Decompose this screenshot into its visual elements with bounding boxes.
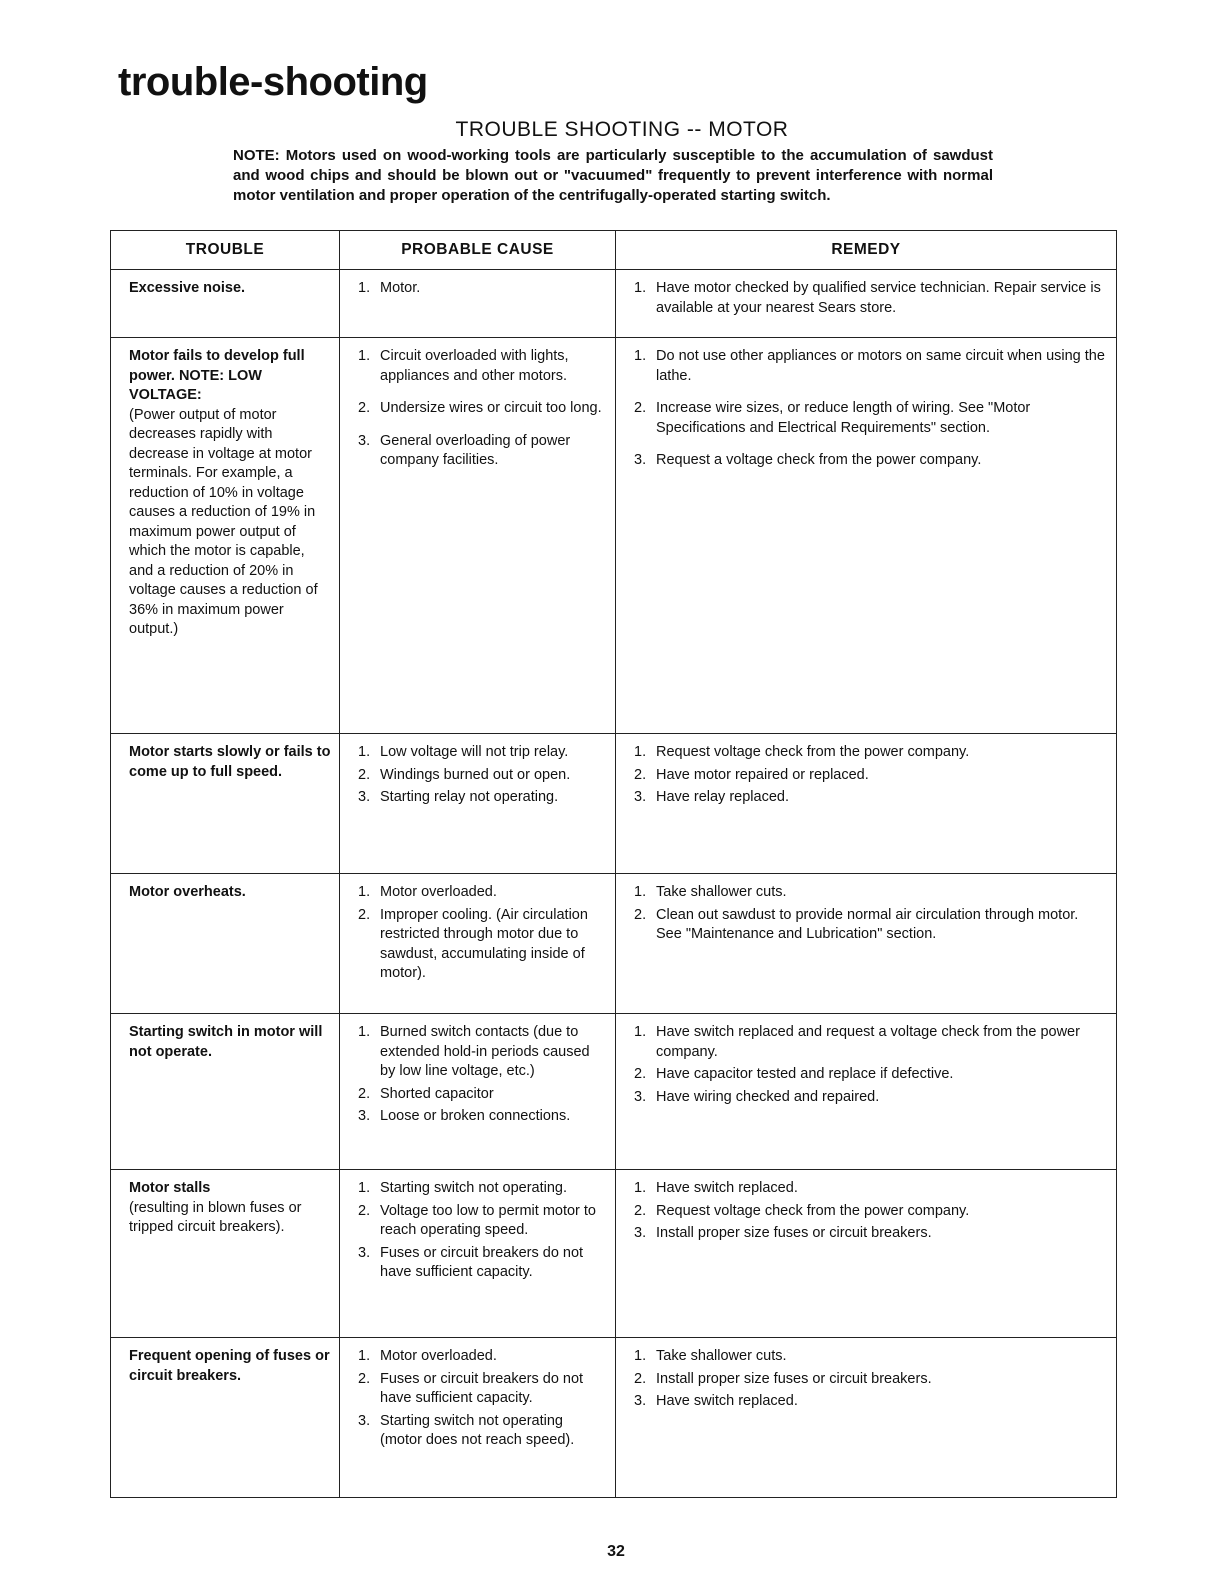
trouble-title: Motor overheats. — [129, 884, 246, 900]
trouble-title: Motor starts slowly or fails to come up to full speed. — [129, 744, 331, 780]
remedy-cell — [616, 734, 1117, 874]
trouble-cell — [111, 734, 340, 874]
cause-item — [358, 1370, 607, 1409]
trouble-cell — [111, 1014, 340, 1170]
column-header-trouble: TROUBLE — [111, 231, 340, 270]
cause-item-number: 3. — [358, 789, 371, 805]
cause-item — [358, 1412, 607, 1451]
table-row — [111, 270, 1117, 338]
remedy-item-text: Have wiring checked and repaired. — [656, 1088, 880, 1105]
column-header-probable-cause: PROBABLE CAUSE — [340, 231, 616, 270]
cause-item-text: Motor overloaded. — [380, 884, 497, 900]
cause-item-number: 3. — [358, 1412, 371, 1429]
remedy-item-number: 1. — [634, 744, 647, 760]
cause-item — [358, 347, 607, 386]
cause-item-number: 1. — [358, 348, 371, 364]
remedy-item — [634, 1202, 1108, 1222]
cause-item-number: 2. — [358, 1370, 371, 1387]
table-row — [111, 338, 1117, 734]
trouble-cell — [111, 270, 340, 338]
remedy-item — [634, 399, 1108, 438]
cause-item-text: Circuit overloaded with lights, appliances and other motors. — [380, 348, 569, 384]
cause-item-text: Low voltage will not trip relay. — [380, 744, 569, 760]
cause-cell — [340, 338, 616, 734]
column-header-remedy: REMEDY — [616, 231, 1117, 270]
remedy-item-number: 3. — [634, 1088, 647, 1105]
cause-cell — [340, 874, 616, 1014]
trouble-title: Excessive noise. — [129, 280, 246, 296]
table-row — [111, 734, 1117, 874]
remedy-item-number: 2. — [634, 1066, 647, 1082]
remedy-item-text: Have switch replaced. — [656, 1393, 798, 1409]
cause-item-number: 1. — [358, 1180, 371, 1196]
remedy-item — [634, 347, 1108, 386]
cause-item — [358, 1202, 607, 1241]
cause-cell — [340, 1170, 616, 1338]
remedy-item-number: 1. — [634, 1180, 647, 1196]
cause-cell — [340, 270, 616, 338]
table-row — [111, 874, 1117, 1014]
cause-item — [358, 1179, 607, 1199]
motor-note: NOTE: Motors used on wood-working tools are particularly susceptible to the accumulation of sawdust and wood chips and should be blown out or "vacuumed" frequently to prevent interference with normal motor ventilation and proper operation of the centrifugally-operated starting switch. — [233, 147, 993, 204]
trouble-title: Motor stalls — [129, 1180, 211, 1196]
cause-item — [358, 399, 607, 419]
table-row — [111, 1014, 1117, 1170]
remedy-item-number: 2. — [634, 1370, 647, 1387]
remedy-item-text: Take shallower cuts. — [656, 884, 787, 900]
trouble-cell — [111, 874, 340, 1014]
troubleshooting-table — [110, 230, 1117, 1498]
remedy-cell — [616, 270, 1117, 338]
table-title: TROUBLE SHOOTING -- MOTOR — [455, 118, 789, 141]
remedy-item — [634, 766, 1108, 786]
remedy-item-text: Install proper size fuses or circuit breakers. — [656, 1370, 932, 1387]
cause-item-text: Motor overloaded. — [380, 1348, 497, 1364]
cause-item — [358, 788, 607, 808]
table-row — [111, 1170, 1117, 1338]
trouble-detail: (Power output of motor decreases rapidly with decrease in voltage at motor terminals. For example, a reduction of 10% in voltage causes a reduction of 19% in maximum power output of which the motor is capable, and a reduction of 20% in voltage causes a reduction of 36% in maximum power output.) — [129, 406, 318, 637]
cause-item-text: Fuses or circuit breakers do not have sufficient capacity. — [380, 1244, 584, 1280]
trouble-title: Frequent opening of fuses or circuit breakers. — [129, 1348, 330, 1384]
remedy-item-number: 3. — [634, 452, 647, 468]
cause-item-text: Starting switch not operating. — [380, 1180, 567, 1196]
remedy-item-number: 1. — [634, 1024, 647, 1040]
trouble-cell — [111, 338, 340, 734]
cause-item-number: 2. — [358, 906, 371, 923]
cause-item-text: Motor. — [380, 280, 421, 296]
remedy-cell — [616, 1170, 1117, 1338]
remedy-item-text: Have capacitor tested and replace if defective. — [656, 1066, 954, 1082]
cause-item — [358, 432, 607, 471]
remedy-item-text: Request a voltage check from the power company. — [656, 452, 982, 468]
cause-item-number: 1. — [358, 744, 371, 760]
trouble-cell — [111, 1338, 340, 1498]
cause-item-text: Shorted capacitor — [380, 1085, 494, 1102]
cause-item-text: Starting switch not operating (motor does not reach speed). — [380, 1412, 575, 1448]
cause-item-text: General overloading of power company facilities. — [380, 432, 571, 468]
cause-cell — [340, 1014, 616, 1170]
remedy-item — [634, 1392, 1108, 1412]
cause-item-number: 1. — [358, 280, 371, 296]
cause-item-text: Fuses or circuit breakers do not have sufficient capacity. — [380, 1370, 584, 1406]
remedy-item-text: Have motor repaired or replaced. — [656, 766, 869, 783]
remedy-item — [634, 1224, 1108, 1244]
cause-item-text: Improper cooling. (Air circulation restricted through motor due to sawdust, accumulating inside of motor). — [380, 906, 588, 981]
remedy-item-text: Have switch replaced. — [656, 1180, 798, 1196]
remedy-cell — [616, 1014, 1117, 1170]
remedy-cell — [616, 1338, 1117, 1498]
remedy-item — [634, 279, 1108, 318]
remedy-item-text: Do not use other appliances or motors on same circuit when using the lathe. — [656, 348, 1105, 384]
cause-item — [358, 906, 607, 984]
remedy-item — [634, 1370, 1108, 1390]
cause-item-number: 3. — [358, 1244, 371, 1261]
remedy-item-text: Increase wire sizes, or reduce length of wiring. See "Motor Specifications and Electrical Requirements" section. — [656, 400, 1031, 436]
cause-item-text: Undersize wires or circuit too long. — [380, 400, 602, 416]
remedy-item — [634, 1023, 1108, 1062]
section-title: trouble-shooting — [118, 60, 428, 104]
table-row — [111, 1338, 1117, 1498]
cause-item-text: Loose or broken connections. — [380, 1108, 571, 1124]
cause-item-text: Voltage too low to permit motor to reach operating speed. — [380, 1202, 596, 1238]
cause-item-number: 2. — [358, 766, 371, 783]
cause-item — [358, 1023, 607, 1082]
remedy-item-number: 1. — [634, 280, 647, 296]
cause-item — [358, 743, 607, 763]
remedy-cell — [616, 338, 1117, 734]
page-number: 32 — [607, 1543, 625, 1560]
cause-item-number: 1. — [358, 1024, 371, 1040]
remedy-item-text: Have motor checked by qualified service technician. Repair service is available at your nearest Sears store. — [656, 280, 1101, 316]
cause-item-text: Starting relay not operating. — [380, 789, 559, 805]
remedy-item-text: Request voltage check from the power company. — [656, 744, 970, 760]
remedy-item-text: Clean out sawdust to provide normal air circulation through motor. See "Maintenance and Lubrication" section. — [656, 906, 1079, 942]
cause-item-number: 3. — [358, 432, 371, 449]
remedy-item — [634, 451, 1108, 471]
remedy-item-number: 2. — [634, 766, 647, 783]
cause-item-number: 2. — [358, 1202, 371, 1219]
remedy-item — [634, 1179, 1108, 1199]
remedy-item-number: 3. — [634, 1225, 647, 1241]
cause-item-number: 2. — [358, 400, 371, 416]
cause-item-number: 1. — [358, 884, 371, 900]
cause-cell — [340, 734, 616, 874]
remedy-item — [634, 788, 1108, 808]
remedy-item — [634, 743, 1108, 763]
remedy-item-text: Have relay replaced. — [656, 789, 789, 805]
remedy-item-number: 2. — [634, 1202, 647, 1219]
remedy-item-text: Take shallower cuts. — [656, 1348, 787, 1364]
cause-item — [358, 766, 607, 786]
cause-item — [358, 279, 607, 299]
remedy-item — [634, 1065, 1108, 1085]
cause-item-text: Burned switch contacts (due to extended hold-in periods caused by low line voltage, etc.) — [380, 1024, 590, 1079]
remedy-cell — [616, 874, 1117, 1014]
remedy-item-number: 1. — [634, 1348, 647, 1364]
cause-item — [358, 1085, 607, 1105]
remedy-item-number: 1. — [634, 884, 647, 900]
cause-item — [358, 1107, 607, 1127]
cause-item — [358, 1347, 607, 1367]
remedy-item — [634, 1088, 1108, 1108]
cause-item-number: 1. — [358, 1348, 371, 1364]
trouble-title: Motor fails to develop full power. NOTE: LOW VOLTAGE: — [129, 348, 305, 403]
cause-cell — [340, 1338, 616, 1498]
remedy-item-text: Request voltage check from the power company. — [656, 1202, 970, 1219]
remedy-item — [634, 906, 1108, 945]
cause-item — [358, 1244, 607, 1283]
cause-item-number: 2. — [358, 1085, 371, 1102]
cause-item-number: 3. — [358, 1108, 371, 1124]
trouble-title: Starting switch in motor will not operate. — [129, 1024, 323, 1060]
remedy-item-number: 2. — [634, 400, 647, 416]
cause-item — [358, 883, 607, 903]
remedy-item — [634, 1347, 1108, 1367]
cause-item-text: Windings burned out or open. — [380, 766, 571, 783]
remedy-item-number: 3. — [634, 1393, 647, 1409]
remedy-item-number: 2. — [634, 906, 647, 923]
remedy-item-number: 3. — [634, 789, 647, 805]
table-header-row — [111, 231, 1117, 270]
remedy-item-number: 1. — [634, 348, 647, 364]
trouble-cell — [111, 1170, 340, 1338]
trouble-detail: (resulting in blown fuses or tripped circuit breakers). — [129, 1199, 302, 1235]
remedy-item — [634, 883, 1108, 903]
remedy-item-text: Have switch replaced and request a voltage check from the power company. — [656, 1024, 1080, 1060]
remedy-item-text: Install proper size fuses or circuit breakers. — [656, 1225, 932, 1241]
